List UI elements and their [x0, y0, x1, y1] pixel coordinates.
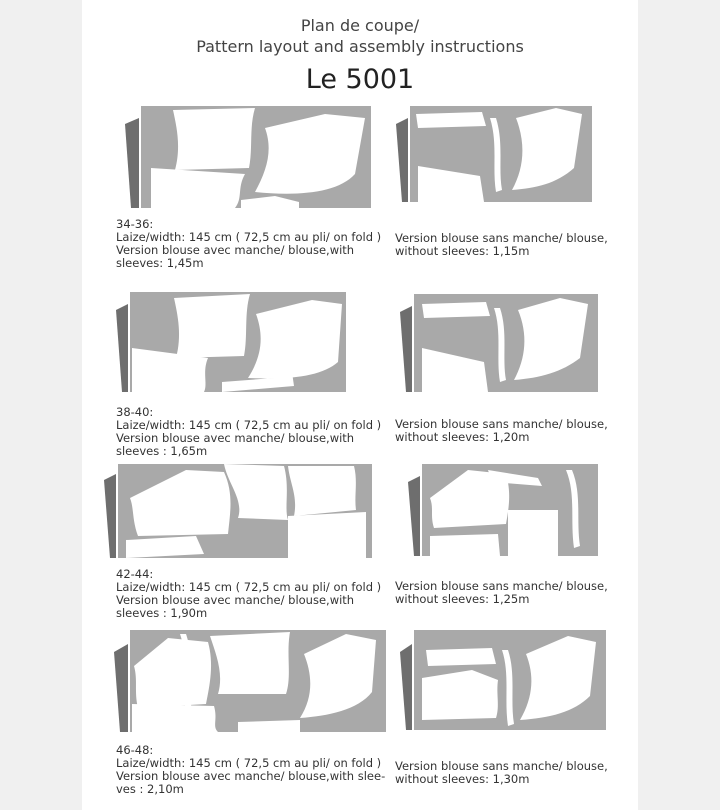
version-line: Version blouse avec manche/ blouse,with slee-: [116, 769, 386, 783]
header-line-1: Plan de coupe/: [300, 16, 420, 35]
layout-38-40-with-sleeves: [116, 292, 348, 396]
caption-46-48-with-sleeves: [116, 744, 385, 796]
width-line: Laize/width: 145 cm ( 72,5 cm au pli/ on fold ): [116, 580, 382, 594]
size-label: 42-44:: [116, 567, 154, 581]
layout-46-48-without-sleeves: [400, 630, 608, 732]
width-line: Laize/width: 145 cm ( 72,5 cm au pli/ on fold ): [116, 230, 382, 244]
caption-38-40-with-sleeves: [116, 406, 381, 458]
layout-38-40-without-sleeves: [400, 292, 600, 394]
version-line: Version blouse sans manche/ blouse,: [395, 231, 608, 245]
length-line: sleeves : 1,65m: [116, 444, 208, 458]
version-line: Version blouse avec manche/ blouse,with: [116, 243, 355, 257]
length-line: sleeves : 1,90m: [116, 606, 208, 620]
version-line: Version blouse sans manche/ blouse,: [395, 759, 608, 773]
caption-42-44-without-sleeves: [395, 580, 608, 606]
version-line: Version blouse avec manche/ blouse,with: [116, 431, 355, 445]
length-line: without sleeves: 1,25m: [395, 592, 530, 606]
layout-42-44-without-sleeves: [408, 464, 600, 558]
version-line: Version blouse sans manche/ blouse,: [395, 417, 608, 431]
length-line: ves : 2,10m: [116, 782, 184, 796]
layout-46-48-with-sleeves: [114, 630, 388, 734]
size-label: 46-48:: [116, 743, 154, 757]
header-line-2: Pattern layout and assembly instructions: [196, 37, 524, 56]
size-label: 34-36:: [116, 217, 154, 231]
layout-34-36-with-sleeves: [125, 104, 375, 212]
length-line: without sleeves: 1,20m: [395, 430, 530, 444]
model-title: Le 5001: [305, 64, 415, 95]
layout-34-36-without-sleeves: [396, 104, 596, 204]
size-label: 38-40:: [116, 405, 154, 419]
version-line: Version blouse avec manche/ blouse,with: [116, 593, 355, 607]
caption-38-40-without-sleeves: [395, 418, 608, 444]
width-line: Laize/width: 145 cm ( 72,5 cm au pli/ on fold ): [116, 418, 382, 432]
layout-42-44-with-sleeves: [104, 464, 374, 560]
length-line: without sleeves: 1,30m: [395, 772, 530, 786]
width-line: Laize/width: 145 cm ( 72,5 cm au pli/ on fold ): [116, 756, 382, 770]
version-line: Version blouse sans manche/ blouse,: [395, 579, 608, 593]
caption-34-36-with-sleeves: [116, 218, 381, 270]
length-line: sleeves: 1,45m: [116, 256, 204, 270]
caption-34-36-without-sleeves: [395, 232, 608, 258]
caption-46-48-without-sleeves: [395, 760, 608, 786]
length-line: without sleeves: 1,15m: [395, 244, 530, 258]
caption-42-44-with-sleeves: [116, 568, 381, 620]
